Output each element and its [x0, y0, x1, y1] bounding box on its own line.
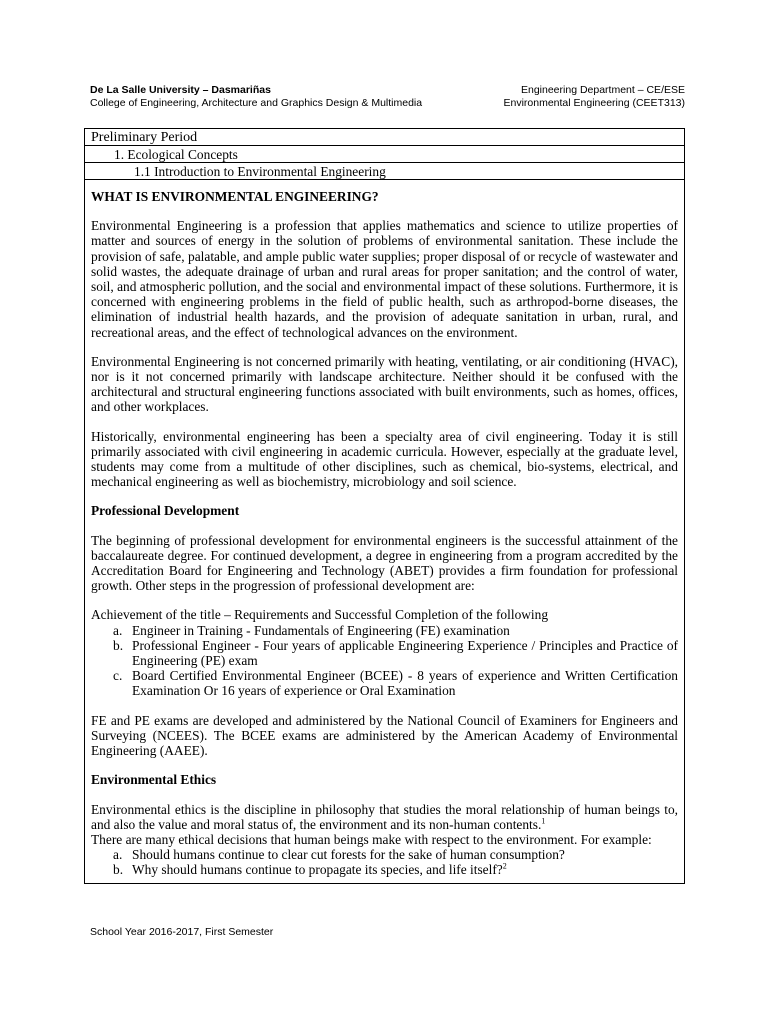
paragraph: Environmental Engineering is a profession that applies mathematics and science to utilize properties of matter and sources of energy in the solution of problems of environmental sanitation. These include the provision of safe, palatable, and ample public water supplies; proper disposal of or recycle of wastewater and solid wastes, the adequate drainage of urban and rural areas for proper sanitation; and the control of water, soil, and atmospheric pollution, and the social and environmental impact of these solutions. Furthermore, it is concerned with engineering problems in the field of public health, such as arthropod-borne diseases, the elimination of industrial health hazards, and the provision of adequate sanitation in urban, rural, and recreational areas, and the effect of technological advances on the environment. — [91, 218, 678, 340]
content-frame — [84, 128, 685, 884]
topic-row: 1. Ecological Concepts — [85, 146, 684, 163]
ethics-list — [91, 847, 678, 877]
section-title: WHAT IS ENVIRONMENTAL ENGINEERING? — [91, 189, 379, 204]
paragraph: Achievement of the title – Requirements and Successful Completion of the following — [91, 607, 549, 623]
page-footer: School Year 2016-2017, First Semester — [90, 926, 274, 938]
course-name: Environmental Engineering (CEET313) — [503, 97, 685, 109]
requirements-list — [91, 623, 678, 699]
list-item: b. Professional Engineer - Four years of applicable Engineering Experience / Principles and Practice of Engineering (PE) exam — [113, 637, 678, 669]
paragraph: Environmental Engineering is not concerned primarily with heating, ventilating, or air conditioning (HVAC), nor is it not concerned primarily with landscape architecture. Neither should it be confused with the architectural and structural engineering functions associated with built environments, such as homes, offices, and other workplaces. — [91, 353, 678, 415]
paragraph: Environmental ethics is the discipline in philosophy that studies the moral relationship of human beings to, and also the value and moral status of, the environment and its non-human contents.$^1$ — [91, 801, 678, 832]
period-row: Preliminary Period — [85, 129, 684, 146]
university-name: De La Salle University – Dasmariñas — [90, 84, 271, 96]
header-right — [503, 84, 685, 110]
list-item: a. Should humans continue to clear cut forests for the sake of human consumption? — [113, 847, 565, 863]
paragraph: There are many ethical decisions that human beings make with respect to the environment. For example: — [91, 831, 652, 847]
list-item: a. Engineer in Training - Fundamentals of Engineering (FE) examination — [113, 622, 510, 638]
paragraph: The beginning of professional development for environmental engineers is the successful attainment of the baccalaureate degree. For continued development, a degree in engineering from a program accredited by the Accreditation Board for Engineering and Technology (ABET) provides a firm foundation for professional growth. Other steps in the progression of professional development are: — [91, 532, 678, 594]
list-item: c. Board Certified Environmental Engineer (BCEE) - 8 years of experience and Written Certification Examination Or 16 years of experience or Oral Examination — [113, 668, 678, 699]
list-item: b. Why should humans continue to propagate its species, and life itself?$^2$ — [113, 861, 507, 878]
department-name: Engineering Department – CE/ESE — [520, 84, 685, 96]
college-name: College of Engineering, Architecture and Graphics Design & Multimedia — [90, 97, 423, 109]
footnote-ref: 2 — [502, 861, 507, 871]
section-heading: Environmental Ethics — [91, 772, 217, 788]
paragraph: Historically, environmental engineering has been a specialty area of civil engineering. Today it is still primarily associated with civil engineering in academic curricula. However, especially at the graduate level, students may come from a multitude of other disciplines, such as chemical, bio-systems, electrical, and mechanical engineering as well as biochemistry, microbiology and soil science. — [91, 428, 678, 490]
document-body — [85, 180, 684, 878]
header-left — [90, 84, 422, 110]
subtopic-row: 1.1 Introduction to Environmental Engineering — [85, 163, 684, 180]
section-heading: Professional Development — [91, 503, 240, 519]
footnote-ref: 1 — [541, 816, 546, 826]
paragraph: FE and PE exams are developed and administered by the National Council of Examiners for Engineers and Surveying (NCEES). The BCEE exams are administered by the American Academy of Environmental Engineering (AAEE). — [91, 712, 678, 759]
